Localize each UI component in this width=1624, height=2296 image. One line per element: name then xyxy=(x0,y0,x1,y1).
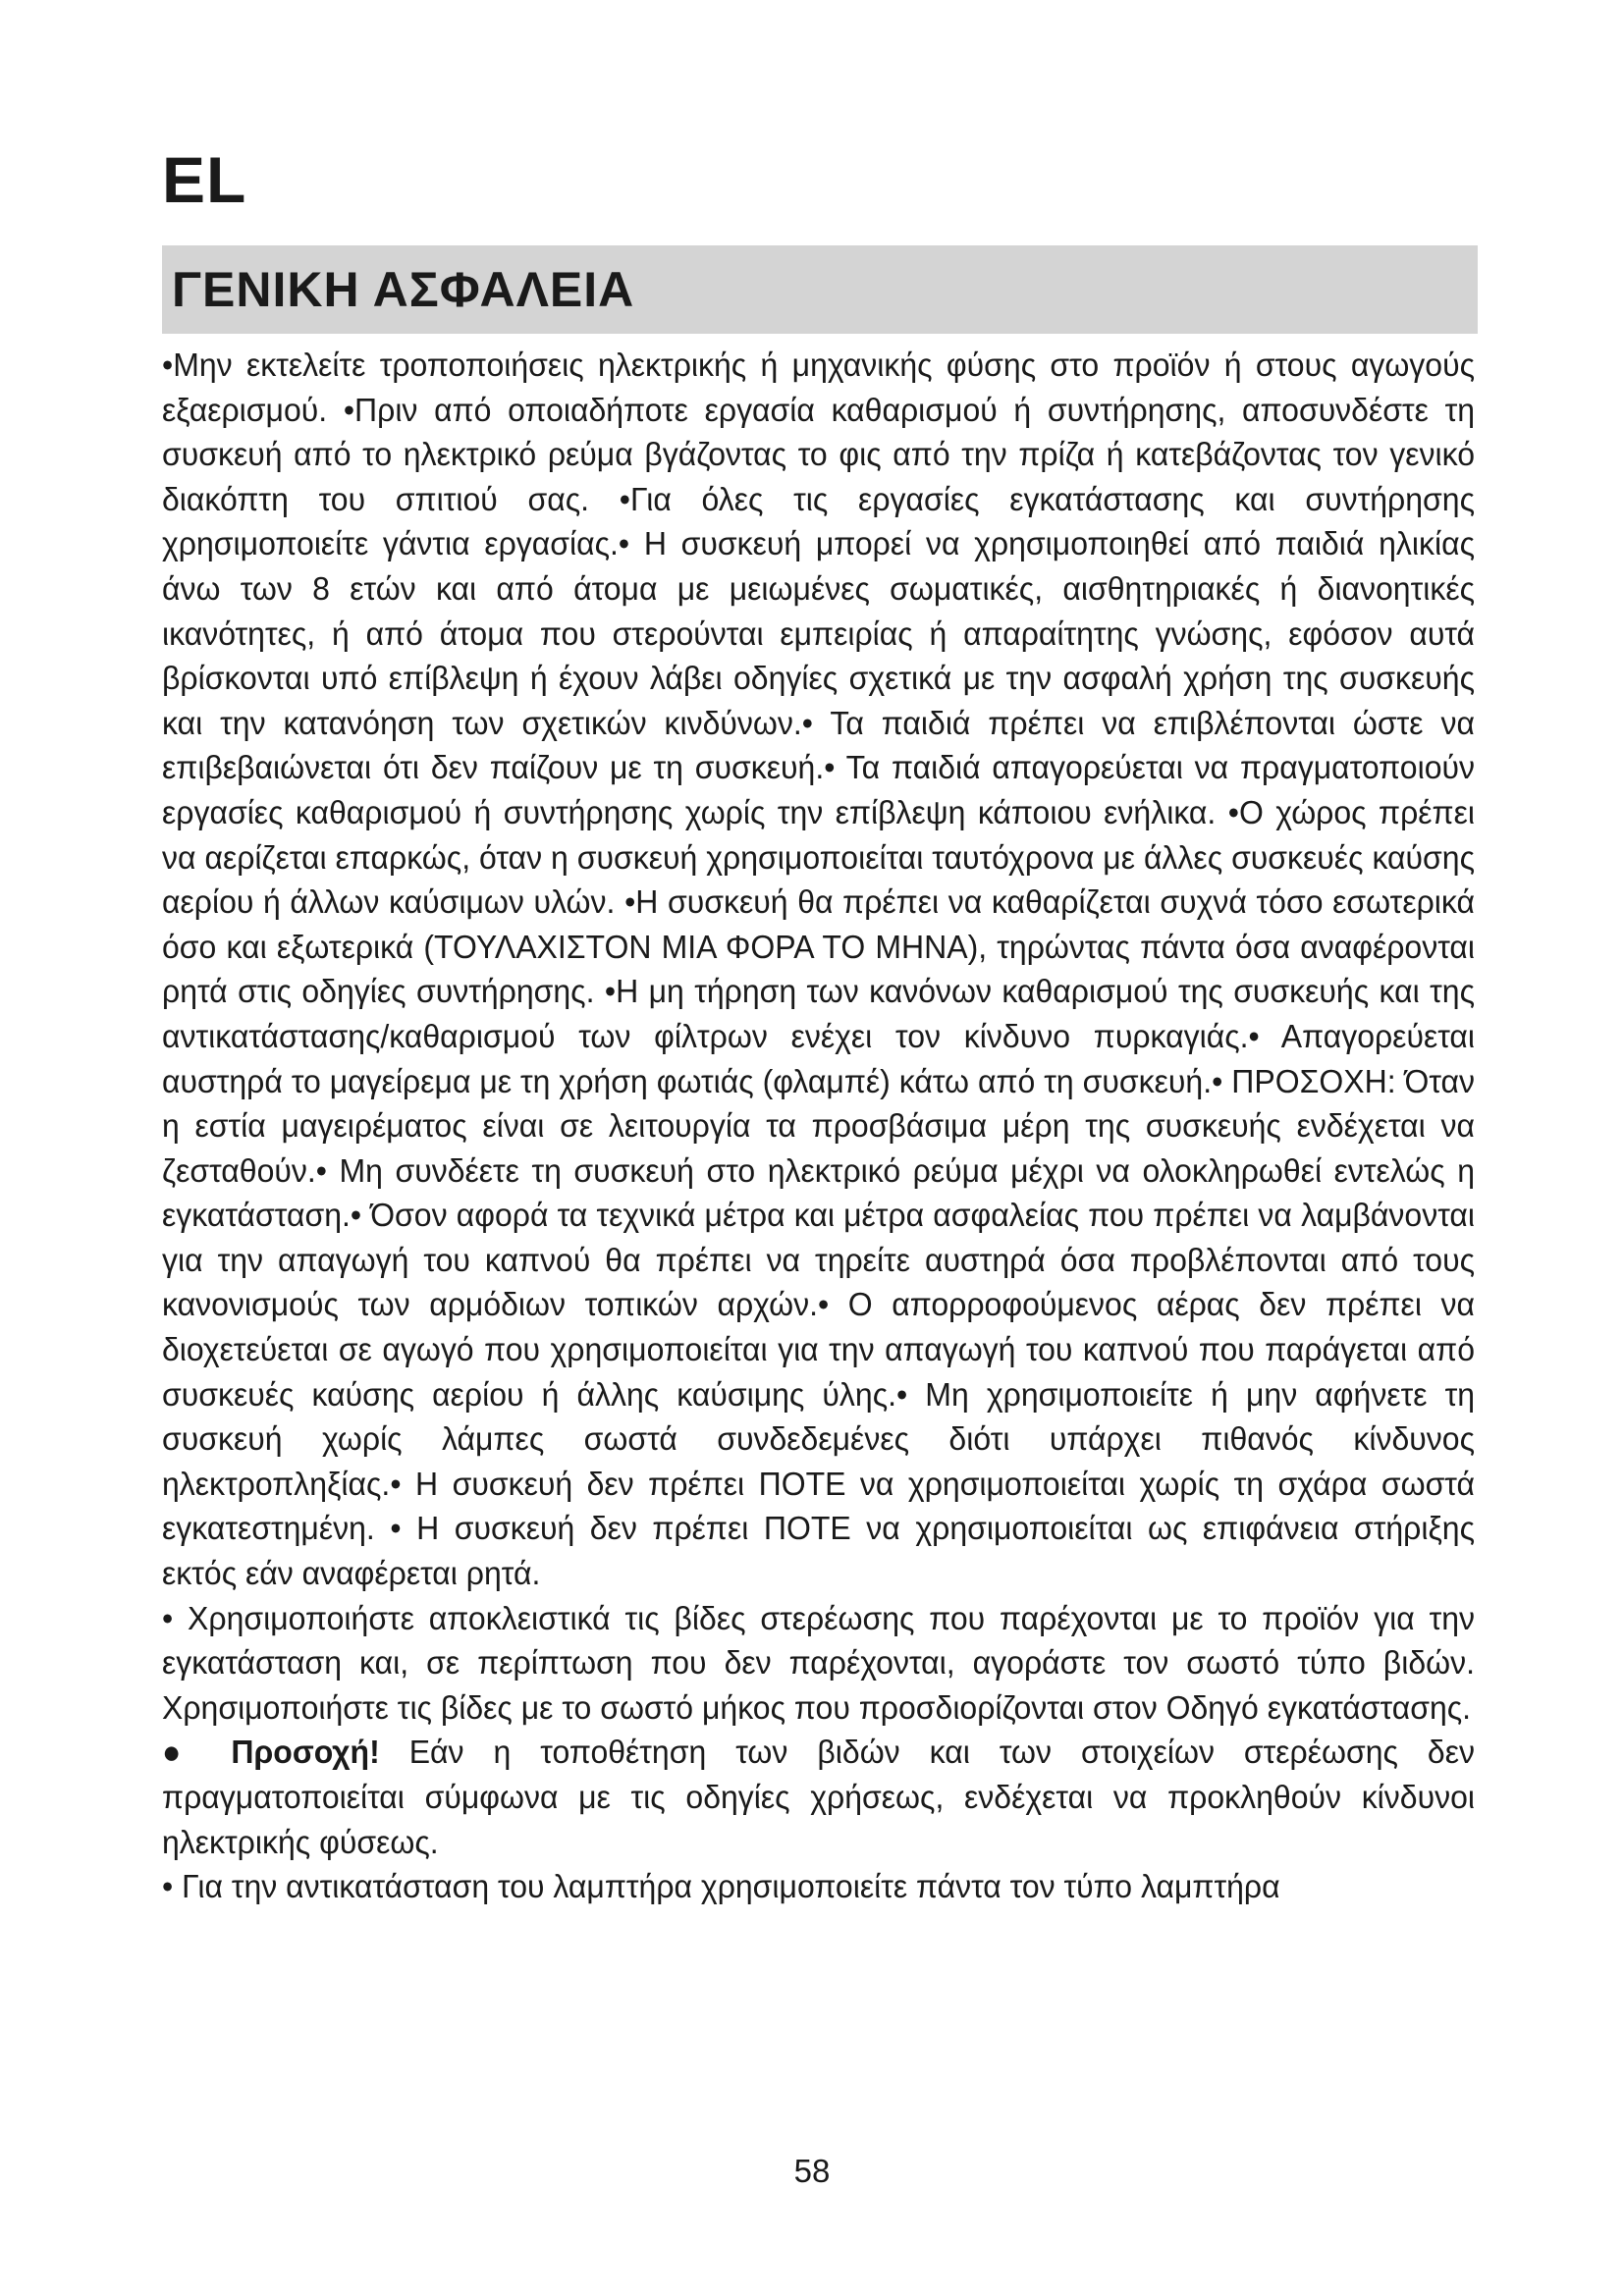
caution-text: Εάν η τοποθέτηση των βιδών και των στοιχείων στερέωσης δεν πραγματοποιείται σύμφωνα με τις οδηγίες χρήσεως, ενδέχεται να προκληθούν κίνδυνοι ηλεκτρικής φύσεως. xyxy=(162,1735,1476,1861)
safety-paragraph-general: •Μην εκτελείτε τροποποιήσεις ηλεκτρικής ή μηχανικής φύσης στο προϊόν ή στους αγωγούς εξαερισμού. •Πριν από οποιαδήποτε εργασία καθαρισμού ή συντήρησης, αποσυνδέστε τη συσκευή από το ηλεκτρικό ρεύμα βγάζοντας το φις από την πρίζα ή κατεβάζοντας τον γενικό διακόπτη του σπιτιού σας. •Για όλες τις εργασίες εγκατάστασης και συντήρησης χρησιμοποιείτε γάντια εργασίας.• Η συσκευή μπορεί να χρησιμοποιηθεί από παιδιά ηλικίας άνω των 8 ετών και από άτομα με μειωμένες σωματικές, αισθητηριακές ή διανοητικές ικανότητες, ή από άτομα που στερούνται εμπειρίας ή απαραίτητης γνώσης, εφόσον αυτά βρίσκονται υπό επίβλεψη ή έχουν λάβει οδηγίες σχετικά με την ασφαλή χρήση της συσκευής και την κατανόηση των σχετικών κινδύνων.• Τα παιδιά πρέπει να επιβλέπονται ώστε να επιβεβαιώνεται ότι δεν παίζουν με τη συσκευή.• Τα παιδιά απαγορεύεται να πραγματοποιούν εργασίες καθαρισμού ή συντήρησης χωρίς την επίβλεψη κάποιου ενήλικα. •Ο χώρος πρέπει να αερίζεται επαρκώς, όταν η συσκευή χρησιμοποιείται ταυτόχρονα με άλλες συσκευές καύσης αερίου ή άλλων καύσιμων υλών. •Η συσκευή θα πρέπει να καθαρίζεται συχνά τόσο εσωτερικά όσο και εξωτερικά (ΤΟΥΛΑΧΙΣΤΟΝ ΜΙΑ ΦΟΡΑ ΤΟ ΜΗΝΑ), τηρώντας πάντα όσα αναφέρονται ρητά στις οδηγίες συντήρησης. •Η μη τήρηση των κανόνων καθαρισμού της συσκευής και της αντικατάστασης/καθαρισμού των φίλτρων ενέχει τον κίνδυνο πυρκαγιάς.• Απαγορεύεται αυστηρά το μαγείρεμα με τη χρήση φωτιάς (φλαμπέ) κάτω από τη συσκευή.• ΠΡΟΣΟΧΗ: Όταν η εστία μαγειρέματος είναι σε λειτουργία τα προσβάσιμα μέρη της συσκευής ενδέχεται να ζεσταθούν.• Μη συνδέετε τη συσκευή στο ηλεκτρικό ρεύμα μέχρι να ολοκληρωθεί εντελώς η εγκατάσταση.• Όσον αφορά τα τεχνικά μέτρα και μέτρα ασφαλείας που πρέπει να λαμβάνονται για την απαγωγή του καπνού θα πρέπει να τηρείτε αυστηρά όσα προβλέπονται από τους κανονισμούς των αρμόδιων τοπικών αρχών.• Ο απορροφούμενος αέρας δεν πρέπει να διοχετεύεται σε αγωγό που χρησιμοποιείται για την απαγωγή του καπνού που παράγεται από συσκευές καύσης αερίου ή άλλης καύσιμης ύλης.• Μη χρησιμοποιείτε ή μην αφήνετε τη συσκευή χωρίς λάμπες σωστά συνδεδεμένες διότι υπάρχει πιθανός κίνδυνος ηλεκτροπληξίας.• Η συσκευή δεν πρέπει ΠΟΤΕ να χρησιμοποιείται χωρίς τη σχάρα σωστά εγκατεστημένη. • Η συσκευή δεν πρέπει ΠΟΤΕ να χρησιμοποιείται ως επιφάνεια στήριξης εκτός εάν αναφέρεται ρητά. xyxy=(162,347,1475,1593)
body-text xyxy=(162,344,1475,1910)
manual-page xyxy=(162,143,1478,1910)
bullet-icon: ● xyxy=(162,1735,232,1772)
page-number: 58 xyxy=(793,2153,831,2189)
section-title: ΓΕΝΙΚΗ ΑΣΦΑΛΕΙΑ xyxy=(172,262,635,317)
caution-label: Προσοχή! xyxy=(231,1735,380,1772)
safety-paragraph-screws: • Χρησιμοποιήστε αποκλειστικά τις βίδες στερέωσης που παρέχονται με το προϊόν για την εγκατάσταση και, σε περίπτωση που δεν παρέχονται, αγοράστε τον σωστό τύπο βιδών. Χρησιμοποιήστε τις βίδες με το σωστό μήκος που προσδιορίζονται στον Οδηγό εγκατάστασης. xyxy=(162,1600,1475,1727)
language-code: EL xyxy=(162,143,247,216)
safety-paragraph-lamp: • Για την αντικατάσταση του λαμπτήρα χρησιμοποιείτε πάντα τον τύπο λαμπτήρα xyxy=(162,1869,1280,1906)
safety-paragraph-caution xyxy=(162,1731,1475,1865)
section-header-bar xyxy=(162,245,1478,334)
